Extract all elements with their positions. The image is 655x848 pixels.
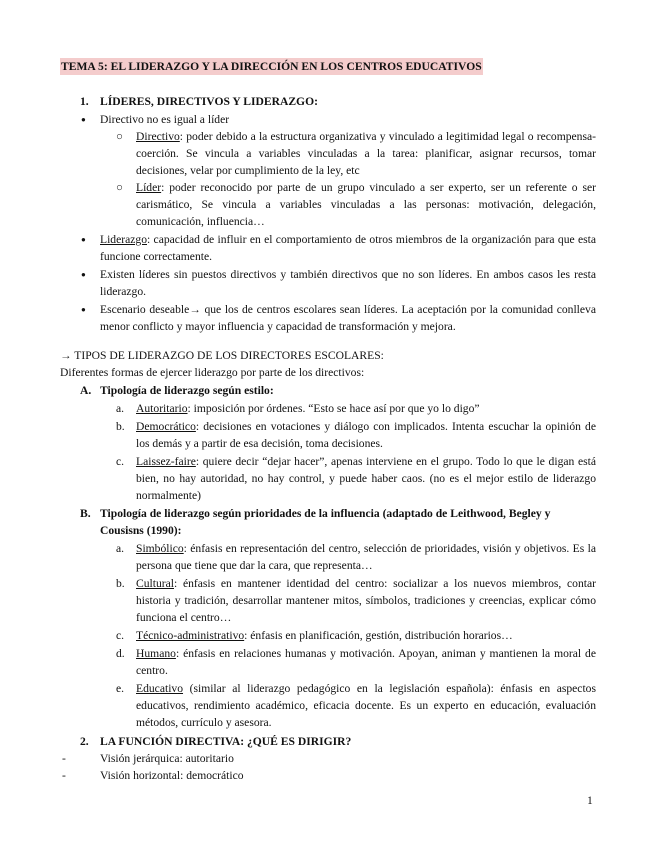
list-item-mark: c. — [116, 629, 125, 642]
dash-item — [60, 767, 596, 784]
list-item-text: : imposición por órdenes. “Esto se hace así por que yo lo digo” — [187, 402, 480, 415]
term-liderazgo: Liderazgo — [100, 233, 147, 246]
list-item — [60, 400, 596, 417]
list-item-text: (similar al liderazgo pedagógico en la legislación española): énfasis en aspectos educativos, rendimiento académico, eficacia docente. Es un experto en educación, evaluación métodos, currículo y asesora. — [136, 682, 596, 729]
list-item-mark: e. — [116, 682, 125, 695]
list-item-text: : énfasis en relaciones humanas y motivación. Apoyan, animan y mantienen la moral de centro. — [136, 647, 596, 677]
list-item-term: Laissez-faire — [136, 455, 196, 468]
list-item-term: Democrático — [136, 420, 196, 433]
list-item-mark: c. — [116, 455, 125, 468]
dash-mark: - — [62, 769, 66, 782]
dash-text: Visión horizontal: democrático — [100, 769, 244, 782]
list-item-mark: a. — [116, 542, 125, 555]
list-item — [60, 418, 596, 452]
section-2-title: LA FUNCIÓN DIRECTIVA: ¿QUÉ ES DIRIGIR? — [100, 735, 352, 748]
list-item-term: Autoritario — [136, 402, 188, 415]
list-item — [60, 680, 596, 731]
bullet-icon: ● — [81, 115, 86, 124]
sub-bullet-item — [60, 128, 596, 179]
page-number: 1 — [587, 794, 593, 807]
list-item-text: : decisiones en votaciones y diálogo con implicados. Intenta escuchar la opinión de los demás y a partir de esa decisión, toma decisiones. — [136, 420, 596, 450]
typology-a-heading — [60, 382, 596, 399]
list-item-term: Educativo — [136, 682, 184, 695]
typology-b-heading — [60, 505, 596, 539]
list-item-term: Técnico-administrativo — [136, 629, 245, 642]
sub-bullet-item — [60, 179, 596, 230]
list-item-text: : énfasis en representación del centro, selección de prioridades, visión y objetivos. Es la persona que tiene que dar la cara, que representa… — [136, 542, 596, 572]
list-item-text: : énfasis en mantener identidad del centro: socializar a los nuevos miembros, contar historia y tradición, desarrollar mantener mitos, símbolos, tradiciones y creencias, explicar cómo funciona el centro… — [136, 577, 596, 624]
list-item — [60, 627, 596, 644]
list-item-mark: b. — [116, 420, 125, 433]
types-intro: Diferentes formas de ejercer liderazgo por parte de los directivos: — [60, 366, 365, 379]
section-2-number: 2. — [80, 735, 89, 748]
section-1-number: 1. — [80, 95, 89, 108]
bullet-item — [60, 231, 596, 265]
bullet-text: : capacidad de influir en el comportamiento de otros miembros de la organización para que esta funcione correctamente. — [100, 233, 596, 263]
section-1-heading — [60, 93, 596, 110]
typology-a-mark: A. — [80, 384, 92, 397]
bullet-text: Directivo no es igual a líder — [100, 113, 230, 126]
document-title: TEMA 5: EL LIDERAZGO Y LA DIRECCIÓN EN LOS CENTROS EDUCATIVOS — [61, 60, 482, 73]
sub-bullet-text: : poder reconocido por parte de un grupo vinculado a ser experto, ser un referente o ser carismático, Se vincula a variables vinculadas a las personas: motivación, delegación, comunicación, influencia… — [136, 181, 596, 228]
section-2-heading — [60, 733, 596, 750]
bullet-icon: ● — [81, 270, 86, 279]
list-item-mark: b. — [116, 577, 125, 590]
dash-item — [60, 750, 596, 767]
term-lider: Líder — [136, 181, 162, 194]
types-heading: → TIPOS DE LIDERAZGO DE LOS DIRECTORES ESCOLARES: — [60, 349, 384, 362]
list-item — [60, 540, 596, 574]
dash-text: Visión jerárquica: autoritario — [100, 752, 234, 765]
sub-bullet-icon: ○ — [116, 130, 124, 143]
section-1-title: LÍDERES, DIRECTIVOS Y LIDERAZGO: — [100, 95, 318, 108]
bullet-text: Escenario deseable→ que los de centros escolares sean líderes. La aceptación por la comunidad conlleva menor conflicto y mayor influencia y capacidad de transformación y mejora. — [100, 303, 596, 333]
sub-bullet-text: : poder debido a la estructura organizativa y vinculado a legitimidad legal o recompensa-coerción. Se vincula a variables vinculadas a la tarea: planificar, asignar recursos, tomar decisiones, velar por cumplimiento de la ley, etc — [136, 130, 596, 177]
list-item-term: Simbólico — [136, 542, 184, 555]
document-content — [60, 58, 596, 784]
list-item-mark: a. — [116, 402, 125, 415]
list-item — [60, 645, 596, 679]
list-item-mark: d. — [116, 647, 125, 660]
list-item-text: : énfasis en planificación, gestión, distribución horarios… — [244, 629, 513, 642]
list-item-term: Humano — [136, 647, 176, 660]
list-item-term: Cultural — [136, 577, 174, 590]
typology-a-title: Tipología de liderazgo según estilo: — [100, 384, 274, 397]
bullet-icon: ● — [81, 235, 86, 244]
sub-bullet-icon: ○ — [116, 181, 124, 194]
bullet-item — [60, 266, 596, 300]
list-item-text: : quiere decir “dejar hacer”, apenas interviene en el grupo. Todo lo que le digan está bien, no hay autoridad, no hay control, y puede haber caos. (no es el mejor estilo de liderazgo normalmente) — [136, 455, 596, 502]
bullet-item — [60, 301, 596, 335]
bullet-item — [60, 111, 596, 128]
typology-b-title: Tipología de liderazgo según prioridades de la influencia (adaptado de Leithwood, Begley y Cousisns (1990): — [100, 507, 551, 537]
dash-mark: - — [62, 752, 66, 765]
term-directivo: Directivo — [136, 130, 180, 143]
typology-b-mark: B. — [80, 507, 91, 520]
list-item — [60, 453, 596, 504]
list-item — [60, 575, 596, 626]
bullet-text: Existen líderes sin puestos directivos y también directivos que no son líderes. En ambos casos les resta liderazgo. — [100, 268, 596, 298]
bullet-icon: ● — [81, 305, 86, 314]
